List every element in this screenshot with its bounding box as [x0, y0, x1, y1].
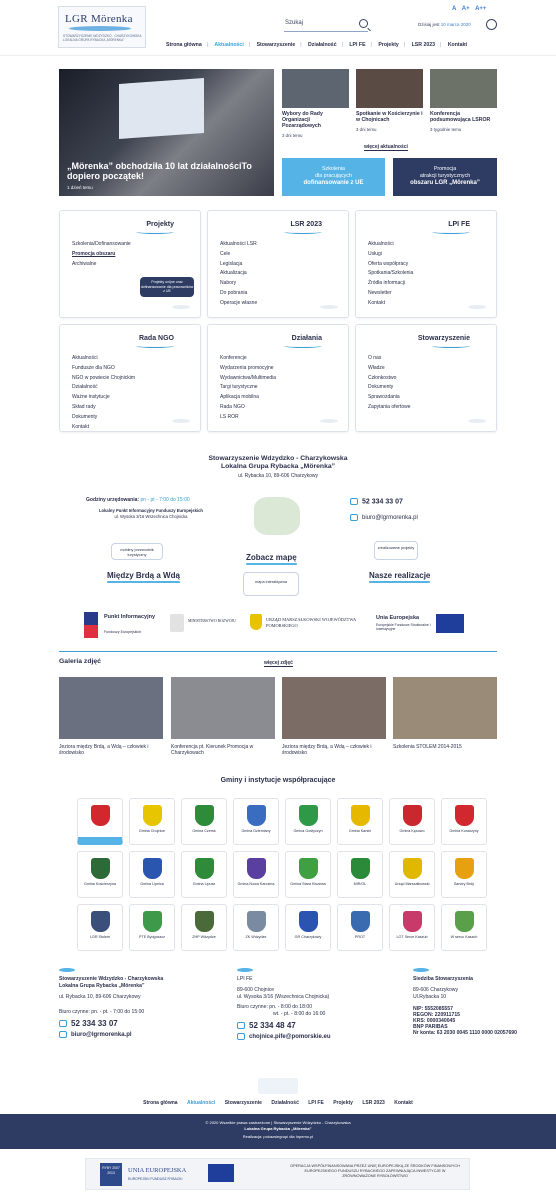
eu-flag-icon — [208, 1164, 234, 1182]
weather-icon — [486, 19, 497, 30]
site-header — [0, 0, 556, 56]
partner-tile[interactable] — [129, 904, 175, 951]
eu-text: OPERACJA WSPÓŁFINANSOWANA PRZEZ UNIĘ EUROPEJSKĄ ZE ŚRODKÓW FINANSOWYCH EUROPEJSKIEGO FUNDUSZU RYBACKIEGO ZAPEWNIAJĄCA INWESTYCJE W ZRÓWNOWAŻONE RYBOŁÓWSTWO — [290, 1164, 460, 1178]
gallery-caption[interactable]: Szkolenia STOLEM 2014-2015 — [393, 744, 462, 750]
news-title[interactable]: Spotkanie w Kościerzynie i w Chojnicach — [356, 111, 423, 123]
footer-nav-item[interactable]: Kontakt — [394, 1100, 413, 1106]
partner-tile[interactable] — [233, 851, 279, 898]
crest-icon — [299, 911, 318, 932]
more-photos-link[interactable]: więcej zdjęć — [264, 660, 293, 666]
contact-email[interactable]: biuro@lgrmorenka.pl — [350, 514, 418, 521]
footer-nav — [0, 1100, 556, 1106]
wave-icon — [284, 230, 322, 234]
hero-title[interactable]: „Mörenka” obchodziła 10 lat działalnościTo dopiero początek! — [67, 161, 252, 181]
card-lpi-fe — [355, 210, 497, 318]
card-link[interactable]: Oferta współpracy — [368, 260, 409, 267]
guide-bubble: mobilny przewodnik turystyczny — [111, 543, 163, 560]
partner-tile[interactable] — [389, 798, 435, 845]
card-links — [72, 354, 135, 432]
card-link[interactable]: Aplikacja mobilna — [220, 394, 259, 401]
card-link[interactable]: Nabory — [220, 280, 237, 287]
news-title[interactable]: Wybory do Rady Organizacji Pozarządowych — [282, 111, 323, 129]
banner-line: Szkolenia — [322, 166, 345, 172]
crest-icon — [351, 911, 370, 932]
partner-name: Gmina Kościerzyna — [84, 882, 116, 886]
card-link[interactable]: Członkostwo — [368, 374, 397, 381]
wave-icon — [432, 344, 470, 348]
card-stowarzyszenie — [355, 324, 497, 432]
partner-name: LOT Serce Kaszub — [396, 935, 428, 939]
partner-tile[interactable] — [389, 851, 435, 898]
card-link[interactable]: Rada NGO — [220, 403, 245, 410]
card-link[interactable]: Zapytania ofertowe — [368, 403, 411, 410]
card-link[interactable]: Sprawozdania — [368, 394, 400, 401]
partner-name: Gmina Kęsowo — [399, 829, 425, 833]
crest-icon — [195, 911, 214, 932]
crest-icon — [195, 805, 214, 826]
wave-icon — [136, 344, 174, 348]
card-link[interactable]: Kontakt — [368, 299, 385, 306]
griffin-icon — [250, 614, 262, 630]
card-link[interactable]: Konferencje — [220, 355, 247, 361]
partner-name: Gmina Gostyczyn — [293, 829, 323, 833]
footer-copyright — [0, 1114, 556, 1149]
news-title[interactable]: Konferencja podsumowująca LSROR — [430, 111, 491, 123]
banner-bold: dofinansowanie z UE — [303, 180, 364, 186]
footer-nav-item[interactable]: Strona główna — [143, 1100, 178, 1106]
fish-icon — [172, 305, 190, 309]
eagle-icon — [170, 614, 184, 632]
footer-bank: BNP PARIBAS — [413, 1024, 448, 1030]
credits-line[interactable]: Realizacja: pokazsiegrupi dla Inpemo.pl — [242, 1134, 314, 1139]
crest-icon — [143, 858, 162, 879]
news-image — [356, 69, 423, 108]
phone-icon — [350, 498, 358, 505]
search-icon[interactable] — [359, 19, 368, 28]
partner-name: Gmina Chojnice — [138, 829, 166, 833]
eu-funding-banner — [85, 1158, 470, 1190]
card-lsr-2023 — [207, 210, 349, 318]
card-link[interactable]: Wydarzenia promocyjne — [220, 364, 274, 371]
partner-name: Gmina Stara Kiszewa — [290, 882, 326, 886]
org-address: ul. Rybacka 10, 89-606 Charzykowy — [237, 473, 319, 479]
partner-name: Sandry Brdy — [453, 882, 475, 886]
card-links — [368, 354, 411, 413]
card-link[interactable]: Dokumenty — [368, 384, 394, 391]
partner-name: W sercu Kaszub — [450, 935, 478, 939]
footer-org: Stowarzyszenie Wdzydzko - Charzykowska — [59, 976, 164, 982]
partner-name: Urząd Marszałkowski — [394, 882, 430, 886]
nav-contact[interactable]: Kontakt — [447, 42, 468, 48]
crest-icon — [403, 911, 422, 932]
card-rada-ngo — [59, 324, 201, 432]
footer-col-lpife — [237, 968, 387, 1041]
mail-icon — [350, 514, 358, 521]
footer-nav-item[interactable]: Aktualności — [186, 1100, 216, 1106]
card-link[interactable]: Targi turystyczne — [220, 384, 258, 391]
more-news-link[interactable]: więcej aktualności — [364, 144, 408, 150]
partner-sublabel: Europejskie Fundusze Strukturalne i Inwestycyjne — [376, 623, 431, 631]
crest-icon — [247, 911, 266, 932]
hero-image — [119, 78, 204, 139]
realizations-bubble: zrealizowane projekty — [374, 541, 418, 560]
crest-icon — [455, 911, 474, 932]
mail-icon — [59, 1031, 67, 1038]
search-box[interactable] — [284, 18, 368, 32]
partner-name: GR Charzykowy — [294, 935, 322, 939]
logo-text: LGR Mörenka — [65, 13, 133, 25]
partner-tile[interactable] — [181, 851, 227, 898]
card-link[interactable]: Do pobrania — [220, 289, 248, 296]
between-rivers-link[interactable]: Między Brdą a Wdą — [107, 571, 180, 580]
fish-icon — [468, 419, 486, 423]
fish-icon — [59, 968, 75, 972]
gallery-title: Galeria zdjęć — [59, 658, 101, 665]
our-realizations-link[interactable]: Nasze realizacje — [369, 571, 431, 580]
fish-icon — [237, 968, 253, 972]
org-name: Stowarzyszenie Wdzydzko - Charzykowska — [208, 455, 348, 462]
card-title[interactable]: LPI FE — [448, 221, 470, 228]
partner-name: ZK Wdzydze — [245, 935, 267, 939]
region-map[interactable] — [254, 497, 300, 535]
fish-icon — [69, 26, 131, 31]
partner-tile[interactable] — [337, 798, 383, 845]
partner-name: Gmina Nowa Karczma — [237, 882, 275, 886]
footer-address: 89-600 Chojnice — [237, 987, 275, 993]
crest-icon — [299, 858, 318, 879]
gallery-caption[interactable]: Konferencja pt. Kierunek Promocja w Charzykowach — [171, 744, 254, 756]
news-time: 3 dni temu — [282, 133, 303, 138]
crest-icon — [455, 805, 474, 826]
card-link[interactable]: NGO w powiecie Chojnickim — [72, 374, 136, 381]
gallery-photo[interactable] — [393, 677, 497, 739]
card-title[interactable]: Projekty — [146, 221, 174, 228]
partner-name: Gmina Dziemiany — [241, 829, 271, 833]
gallery-photo[interactable] — [59, 677, 163, 739]
fish-icon — [320, 419, 338, 423]
nav-lsr[interactable]: LSR 2023 — [411, 42, 435, 48]
partner-label: URZĄD MARSZAŁKOWSKI WOJEWÓDZTWA POMORSKIEGO — [266, 617, 356, 628]
partner-name: MIR/OL — [353, 882, 367, 886]
card-link[interactable]: Skład rady — [72, 403, 96, 410]
news-time: 3 dni temu — [356, 127, 377, 132]
contact-phone[interactable]: 52 334 33 07 — [350, 498, 403, 505]
card-title[interactable]: Działania — [291, 335, 322, 342]
nav-home[interactable]: Strona główna — [166, 42, 202, 48]
eu-subtitle: EUROPEJSKI FUNDUSZ RYBACKI — [128, 1177, 183, 1181]
footer-hours: Biuro czynne: pn. - 8:00 do 18:00 — [237, 1004, 313, 1010]
partner-tile[interactable] — [129, 851, 175, 898]
font-normal-button[interactable]: A — [452, 6, 457, 12]
partner-name: Gmina Karsin — [348, 829, 372, 833]
crest-icon — [195, 858, 214, 879]
site-logo[interactable] — [58, 6, 146, 48]
card-link[interactable]: Aktualności — [368, 241, 394, 247]
gallery-photo[interactable] — [282, 677, 386, 739]
footer-phone[interactable]: 52 334 33 07 — [59, 1020, 209, 1027]
nav-projects[interactable]: Projekty — [378, 42, 399, 48]
crest-icon — [403, 805, 422, 826]
hero-news[interactable] — [59, 69, 274, 196]
partner-tile[interactable] — [441, 904, 487, 951]
card-links — [220, 240, 257, 309]
crest-icon — [91, 911, 110, 932]
card-link[interactable]: Newsletter — [368, 289, 392, 296]
partner-sublabel: Funduszy Europejskich — [104, 630, 142, 634]
divider — [59, 651, 497, 652]
banner-line: dla pracujących — [315, 173, 352, 179]
mail-icon — [237, 1033, 245, 1040]
partner-name: ZHP Wdzydze — [192, 935, 216, 939]
partner-tile[interactable] — [285, 851, 331, 898]
projects-tooltip: Projekty unijne oraz dofinansowanie dla pracowników z UE — [140, 277, 194, 297]
nav-activity[interactable]: Działalność — [308, 42, 337, 48]
card-link[interactable]: Władze — [368, 364, 385, 371]
footer-logo[interactable] — [258, 1078, 298, 1094]
card-link[interactable]: Działalność — [72, 384, 98, 391]
crest-icon — [247, 805, 266, 826]
footer-nav-item[interactable]: Działalność — [271, 1100, 299, 1106]
partner-name: Gmina Lipusz — [192, 882, 216, 886]
office-hours: Godziny urzędowania: pn - pt - 7:00 do 15:00 — [86, 497, 190, 503]
promotion-banner-button[interactable] — [393, 158, 497, 196]
pife-info — [86, 508, 216, 520]
pife-flag-icon — [84, 612, 98, 638]
partner-tile[interactable] — [233, 798, 279, 845]
hero-time: 1 dzień temu — [67, 185, 93, 190]
partner-name: PTE Bydgoszcz — [138, 935, 166, 939]
partner-tile[interactable] — [77, 851, 123, 898]
eu-flag-icon — [436, 614, 464, 633]
phone-icon — [59, 1020, 67, 1027]
nav-lpife[interactable]: LPI FE — [349, 42, 366, 48]
card-link[interactable]: Promocja obszaru — [72, 250, 116, 257]
card-link[interactable]: Aktualności — [72, 355, 98, 361]
partner-tile[interactable] — [77, 798, 123, 845]
crest-icon — [91, 858, 110, 879]
wave-icon — [136, 230, 174, 234]
card-link[interactable]: Cele — [220, 250, 231, 257]
crest-icon — [143, 911, 162, 932]
card-link[interactable]: Usługi — [368, 250, 382, 257]
card-projekty — [59, 210, 201, 318]
gallery-caption[interactable]: Jeziora między Brdą, a Wdą – człowiek i środowisko — [59, 744, 149, 756]
crest-icon — [247, 858, 266, 879]
news-item[interactable] — [282, 69, 349, 138]
footer-address: ul. Rybacka 10, 89-606 Charzykowy — [59, 994, 141, 1000]
pife-title: Lokalny Punkt Informacyjny Funduszy Europejskich — [98, 508, 203, 513]
card-dzia-ania — [207, 324, 349, 432]
partner-tile[interactable] — [389, 904, 435, 951]
card-link[interactable]: LS ROR — [220, 413, 239, 420]
footer-email[interactable]: biuro@lgrmorenka.pl — [59, 1031, 209, 1039]
gallery-photo[interactable] — [171, 677, 275, 739]
partner-name: Gmina Konarzyny — [449, 829, 479, 833]
card-link[interactable]: Spotkania/Szkolenia — [368, 270, 414, 277]
footer-address: ul. Wysoka 3/16 (Wszechnica Chojnicka) — [237, 994, 330, 1000]
partner-tile[interactable] — [285, 904, 331, 951]
fish-icon — [320, 305, 338, 309]
partner-label: MINISTERSTWO ROZWOJU — [188, 619, 236, 623]
partner-label: Unia Europejska — [376, 615, 420, 621]
partner-tile[interactable] — [181, 798, 227, 845]
footer-krs: KRS: 0000340045 — [413, 1018, 456, 1024]
crest-icon — [299, 805, 318, 826]
crest-icon — [351, 858, 370, 879]
search-input[interactable]: Szukaj — [285, 20, 304, 26]
footer-hours: wt. - pt. - 8:00 do 16:00 — [273, 1011, 326, 1017]
footer-col-seat — [413, 968, 553, 1036]
footer-org: Lokalna Grupa Rybacka „Mörenka” — [59, 983, 145, 989]
card-links — [72, 240, 131, 269]
wave-icon — [432, 230, 470, 234]
footer-address: Ul.Rybacka 10 — [413, 994, 447, 1000]
card-link[interactable]: Kontakt — [72, 423, 89, 430]
partner-name: Gmina Czersk — [192, 829, 216, 833]
card-title[interactable]: Stowarzyszenie — [417, 335, 470, 342]
font-size-switcher — [452, 6, 490, 12]
partners-title: Gminy i instytucje współpracujące — [220, 777, 336, 784]
card-link[interactable]: Wydawnictwa/Multimedia — [220, 374, 277, 381]
contact-section — [0, 455, 556, 479]
news-image — [282, 69, 349, 108]
fish-icon — [413, 968, 429, 972]
banner-line: atrakcji turystycznych — [419, 173, 471, 179]
ryby-logo: RYBY 2007 2013 — [100, 1163, 122, 1186]
card-link[interactable]: Legislacja — [220, 260, 243, 267]
footer-nav-item[interactable]: LSR 2023 — [362, 1100, 385, 1106]
see-map-link[interactable]: Zobacz mapę — [246, 553, 297, 562]
card-title[interactable]: LSR 2023 — [290, 221, 322, 228]
card-link[interactable]: Źródła informacji — [368, 280, 405, 287]
card-title[interactable]: Rada NGO — [138, 335, 174, 342]
partner-tile[interactable] — [181, 904, 227, 951]
card-link[interactable]: Dokumenty — [72, 413, 98, 420]
crest-icon — [91, 805, 110, 826]
partner-tile[interactable] — [441, 851, 487, 898]
partner-tile[interactable] — [77, 904, 123, 951]
card-link[interactable]: Archiwalne — [72, 260, 97, 267]
font-large-button[interactable]: A+ — [461, 6, 470, 12]
copyright-line: Lokalna Grupa Rybacka „Mörenka” — [244, 1125, 312, 1131]
phone-icon — [237, 1022, 245, 1029]
banner-line: Promocja — [433, 166, 457, 172]
partner-name: Gmina Lipnica — [140, 882, 164, 886]
card-links — [368, 240, 413, 309]
card-link[interactable]: Fundusze dla NGO — [72, 364, 115, 371]
banner-bold: obszaru LGR „Mörenka” — [410, 180, 480, 186]
partner-tile[interactable] — [337, 904, 383, 951]
card-link[interactable]: Szkolenia/Dofinansowanie — [72, 241, 131, 247]
font-xlarge-button[interactable]: A++ — [475, 6, 487, 12]
footer-account: Nr konta: 63 2030 0045 1110 0000 02057690 — [413, 1030, 517, 1036]
footer-email[interactable]: chojnice.pife@pomorskie.eu — [237, 1033, 387, 1041]
card-link[interactable]: Ważne instytucje — [72, 394, 110, 401]
partner-tile[interactable] — [233, 904, 279, 951]
card-link[interactable]: Aktualności LSR — [220, 241, 257, 247]
nav-news[interactable]: Aktualności — [214, 42, 244, 48]
training-banner-button[interactable] — [282, 158, 385, 196]
card-link[interactable]: O nas — [368, 355, 382, 361]
nav-association[interactable]: Stowarzyszenie — [256, 42, 296, 48]
partner-tile[interactable] — [129, 798, 175, 845]
footer-nav-item[interactable]: LPI FE — [308, 1100, 324, 1106]
logo-subtitle: STOWARZYSZENIE WDZYDZKO - CHARZYKOWSKA LOKALNA GRUPA RYBACKA „MÖRENKA” — [63, 34, 142, 42]
gallery-caption[interactable]: Jeziora między Brdą, a Wdą – człowiek i środowisko — [282, 744, 372, 756]
footer-title: Siedziba Stowarzyszenia — [413, 976, 474, 982]
fish-icon — [172, 419, 190, 423]
footer-regon: REGON: 220911715 — [413, 1012, 461, 1018]
org-name-2: Lokalna Grupa Rybacka „Mörenka” — [220, 463, 336, 470]
eu-title: UNIA EUROPEJSKA — [128, 1167, 187, 1174]
footer-nip: NIP: 5552085557 — [413, 1006, 453, 1012]
copyright-line: © 2020 Wszelkie prawa zastrzeżone | Stowarzyszenie Wdzydzko - Charzykowska — [205, 1120, 351, 1125]
footer-title: LPI FE — [237, 976, 253, 982]
partner-name: Gmina Brusy — [89, 832, 111, 836]
partner-tile[interactable] — [441, 798, 487, 845]
map-bubble: mapa interaktywna — [243, 572, 299, 596]
partner-label: Punkt Informacyjny — [104, 614, 156, 620]
crest-icon — [403, 858, 422, 879]
news-image — [430, 69, 497, 108]
footer-nav-item[interactable]: Projekty — [333, 1100, 353, 1106]
crest-icon — [143, 805, 162, 826]
news-time: 3 tygodnie temu — [430, 127, 462, 132]
crest-icon — [455, 858, 474, 879]
partner-name: LGR Stolem — [89, 935, 111, 939]
today-date: Dzisiaj jest 10 marca 2020 — [418, 22, 471, 27]
news-item[interactable] — [356, 69, 423, 132]
crest-icon — [351, 805, 370, 826]
card-link[interactable]: Operacje własne — [220, 299, 258, 306]
footer-address: 89-606 Charzykowy — [413, 987, 459, 993]
partner-tile[interactable] — [337, 851, 383, 898]
footer-nav-item[interactable]: Stowarzyszenie — [224, 1100, 262, 1106]
wave-icon — [284, 344, 322, 348]
main-nav: Strona główna | Aktualności | Stowarzyszenie | Działalność | LPI FE | Projekty | LSR 2023 | Kontakt — [166, 42, 468, 48]
pife-address: ul. Wysoka 3/16 Wszechnica Chojnicka — [114, 514, 188, 519]
fish-icon — [468, 305, 486, 309]
card-links — [220, 354, 276, 423]
card-link[interactable]: Aktualizacja — [220, 270, 247, 277]
partner-name: PROT — [354, 935, 366, 939]
footer-col-association — [59, 968, 209, 1039]
news-item[interactable] — [430, 69, 497, 132]
footer-phone[interactable]: 52 334 48 47 — [237, 1022, 387, 1029]
footer-hours: Biuro czynne: pn. - pt. - 7:00 do 15:00 — [59, 1009, 145, 1015]
partner-tile[interactable] — [285, 798, 331, 845]
